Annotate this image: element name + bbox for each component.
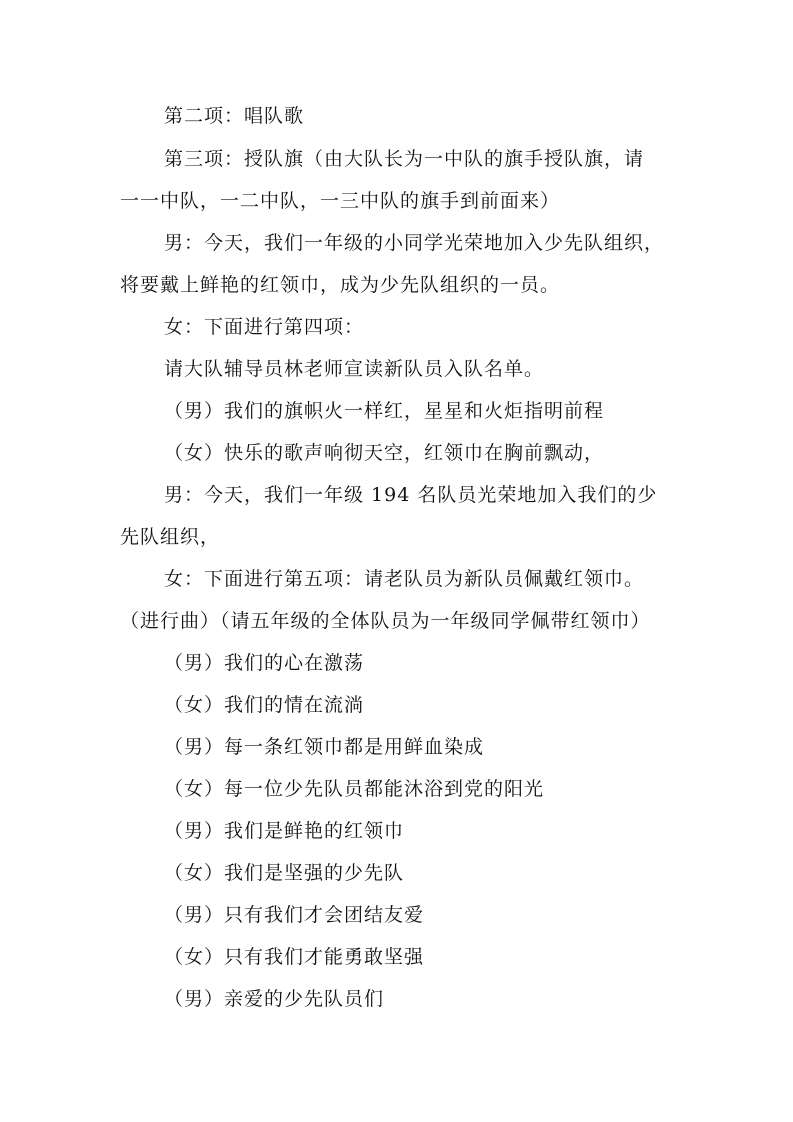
text-line: （进行曲）（请五年级的全体队员为一年级同学佩带红领巾） xyxy=(120,610,651,632)
text-line: （男）只有我们才会团结友爱 xyxy=(164,904,425,926)
text-line: （女）我们是坚强的少先队 xyxy=(164,862,405,884)
text-line: （女）快乐的歌声响彻天空，红领巾在胸前飘动， xyxy=(164,442,605,464)
text-line: 女：下面进行第四项： xyxy=(164,316,365,338)
text-line: 第三项：授队旗（由大队长为一中队的旗手授队旗，请 xyxy=(164,148,645,170)
text-line: （男）我们的旗帜火一样红，星星和火炬指明前程 xyxy=(164,400,605,422)
text-line: 一一中队，一二中队，一三中队的旗手到前面来） xyxy=(120,190,561,212)
text-line: 男：今天，我们一年级的小同学光荣地加入少先队组织， xyxy=(164,232,665,254)
text-line: （男）我们是鲜艳的红领巾 xyxy=(164,820,405,842)
text-line: 先队组织， xyxy=(120,526,221,548)
text-line: 请大队辅导员林老师宣读新队员入队名单。 xyxy=(164,358,545,380)
text-line: （男）我们的心在激荡 xyxy=(164,652,365,674)
text-line: 男：今天，我们一年级 194 名队员光荣地加入我们的少 xyxy=(164,484,658,506)
text-line: （男）每一条红领巾都是用鲜血染成 xyxy=(164,736,485,758)
text-line: （男）亲爱的少先队员们 xyxy=(164,988,385,1010)
text-line: 将要戴上鲜艳的红领巾，成为少先队组织的一员。 xyxy=(120,274,561,296)
text-line: （女）只有我们才能勇敢坚强 xyxy=(164,946,425,968)
text-line: 第二项：唱队歌 xyxy=(164,105,305,127)
text-line: （女）每一位少先队员都能沐浴到党的阳光 xyxy=(164,778,545,800)
text-line: （女）我们的情在流淌 xyxy=(164,694,365,716)
text-line: 女：下面进行第五项：请老队员为新队员佩戴红领巾。 xyxy=(164,568,645,590)
